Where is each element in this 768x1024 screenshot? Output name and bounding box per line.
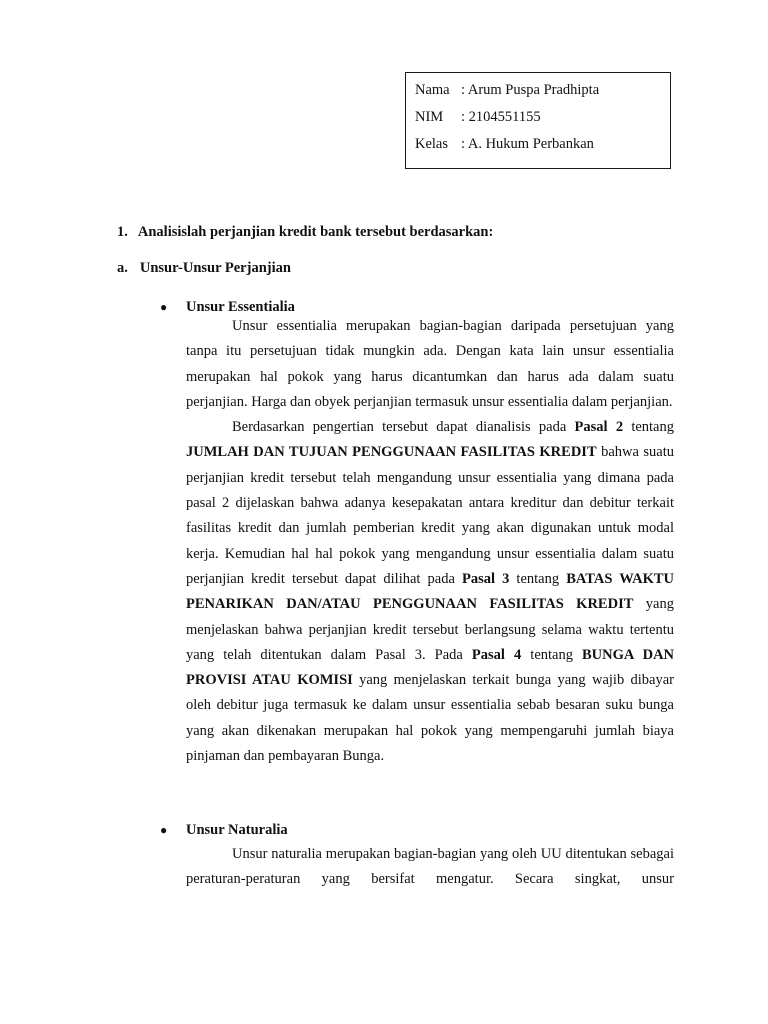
essentialia-section (160, 297, 674, 769)
essentialia-paragraph-2: Berdasarkan pengertian tersebut dapat dianalisis pada Pasal 2 tentang JUMLAH DAN TUJUAN PENGGUNAAN FASILITAS KREDIT bahwa suatu perjanjian kredit tersebut telah mengandung unsur essentialia yang dimana pada pasal 2 dijelaskan bahwa adanya kesepakatan antara kreditur dan debitur terkait fasilitas kredit dan jumlah pemberian kredit yang akan digunakan untuk modal kerja. Kemudian hal hal pokok yang mengandung unsur essentialia dalam suatu perjanjian kredit tersebut dapat dilihat pada Pasal 3 tentang BATAS WAKTU PENARIKAN DAN/ATAU PENGGUNAAN FASILITAS KREDIT yang menjelaskan bahwa perjanjian kredit tersebut berlangsung selama waktu tertentu yang telah ditentukan dalam Pasal 3. Pada Pasal 4 tentang BUNGA DAN PROVISI ATAU KOMISI yang menjelaskan terkait bunga yang wajib dibayar oleh debitur juga termasuk ke dalam unsur essentialia sebab besaran suku bunga yang akan dikenakan merupakan hal pokok yang mempengaruhi jumlah biaya pinjaman dan pembayaran Bunga. (186, 419, 675, 765)
nim-value: : 2104551155 (461, 109, 541, 125)
essentialia-paragraph-1: Unsur essentialia merupakan bagian-bagian daripada persetujuan yang tanpa itu persetujuan tidak mungkin ada. Dengan kata lain unsur essentialia merupakan hal pokok yang harus dicantumkan dan harus ada dalam suatu perjanjian. Harga dan obyek perjanjian termasuk unsur essentialia dalam perjanjian. (186, 318, 674, 410)
class-label: Kelas (415, 136, 449, 152)
naturalia-title: Unsur Naturalia (186, 822, 288, 838)
nim-label: NIM (415, 109, 444, 125)
naturalia-body (186, 842, 674, 893)
bullet-icon: ● (160, 300, 168, 314)
name-value: : Arum Puspa Pradhipta (461, 82, 600, 98)
naturalia-heading (160, 820, 674, 840)
naturalia-section (160, 820, 674, 893)
subsection-letter: a. (117, 260, 128, 276)
question-heading (117, 224, 493, 241)
naturalia-paragraph-1: Unsur naturalia merupakan bagian-bagian yang oleh UU ditentukan sebagai peraturan-peraturan yang bersifat mengatur. Secara singkat, unsur (186, 846, 674, 888)
subsection-title: Unsur-Unsur Perjanjian (139, 260, 291, 276)
bullet-icon: ● (160, 823, 168, 837)
subsection-heading (117, 260, 291, 277)
class-value: : A. Hukum Perbankan (461, 136, 594, 152)
essentialia-title: Unsur Essentialia (186, 299, 295, 315)
identity-nim-row (415, 104, 661, 131)
identity-name-row (415, 77, 661, 104)
name-label: Nama (415, 82, 450, 98)
essentialia-body (186, 314, 674, 769)
identity-box (405, 72, 671, 169)
question-text: Analisislah perjanjian kredit bank tersebut berdasarkan: (137, 224, 494, 240)
identity-class-row (415, 131, 661, 158)
question-number: 1. (117, 224, 128, 240)
